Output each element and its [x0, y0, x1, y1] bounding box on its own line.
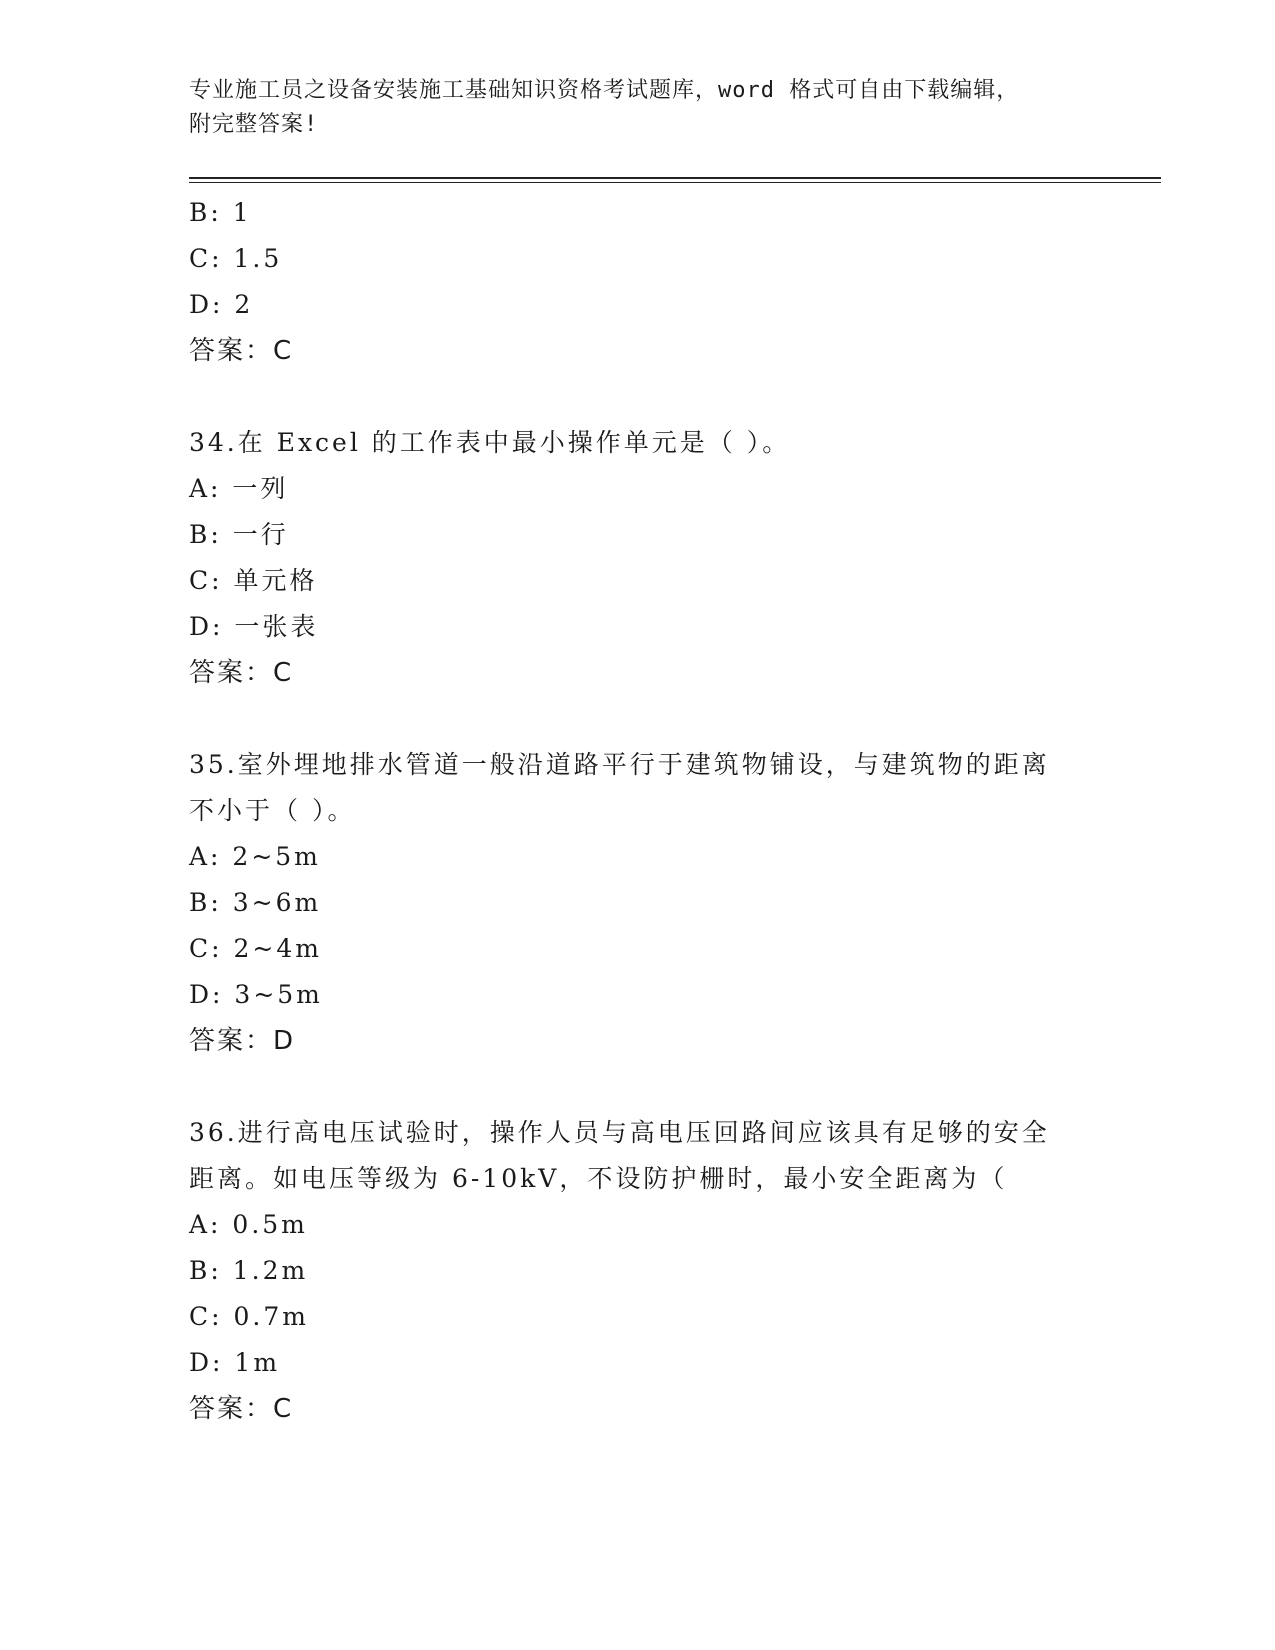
answer-line: 答案：D [189, 1026, 296, 1056]
header-divider-thick [189, 177, 1161, 179]
question-block [189, 420, 1089, 696]
header-divider-thin [189, 182, 1161, 183]
question-text: 35.室外埋地排水管道一般沿道路平行于建筑物铺设，与建筑物的距离 [189, 750, 1050, 779]
option-line: B: 1 [189, 198, 252, 227]
option-line: D: 一张表 [189, 612, 319, 641]
option-line: A: 一列 [189, 474, 289, 503]
question-content [189, 190, 1089, 1432]
option-line: C: 2~4m [189, 934, 322, 963]
question-text: 距离。如电压等级为 6-10kV，不设防护栅时，最小安全距离为（ [189, 1164, 1008, 1193]
option-line: D: 3~5m [189, 980, 323, 1009]
option-line: C: 1.5 [189, 244, 283, 273]
option-line: D: 1m [189, 1348, 281, 1377]
question-text: 34.在 Excel 的工作表中最小操作单元是（ ）。 [189, 428, 791, 457]
question-text: 不小于（ ）。 [189, 796, 356, 825]
option-line: C: 单元格 [189, 566, 318, 595]
question-text: 36.进行高电压试验时，操作人员与高电压回路间应该具有足够的安全 [189, 1118, 1050, 1147]
question-block [189, 1110, 1089, 1432]
option-line: A: 0.5m [189, 1210, 308, 1239]
option-line: D: 2 [189, 290, 254, 319]
answer-line: 答案：C [189, 658, 294, 688]
answer-line: 答案：C [189, 1394, 294, 1424]
carry-over-block [189, 190, 1089, 374]
option-line: B: 一行 [189, 520, 289, 549]
answer-line: 答案：C [189, 336, 294, 366]
option-line: B: 1.2m [189, 1256, 309, 1285]
header-line-1: 专业施工员之设备安装施工基础知识资格考试题库，word 格式可自由下载编辑， [189, 78, 1020, 103]
document-header [189, 74, 1069, 142]
question-block [189, 742, 1089, 1064]
option-line: C: 0.7m [189, 1302, 309, 1331]
option-line: A: 2~5m [189, 842, 321, 871]
header-line-2: 附完整答案! [189, 112, 319, 137]
option-line: B: 3~6m [189, 888, 322, 917]
